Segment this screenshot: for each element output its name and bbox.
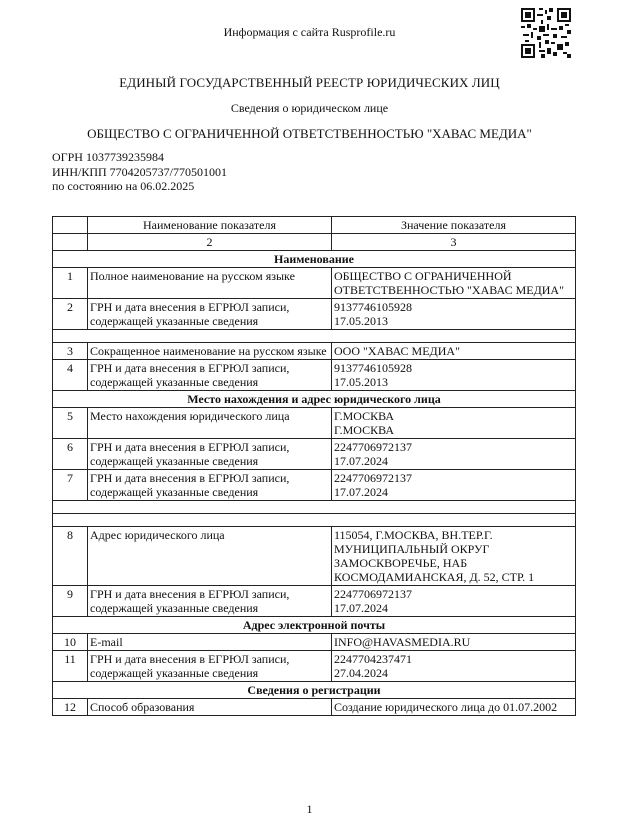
row-value <box>332 439 576 470</box>
column-header-value: Значение показателя <box>332 217 576 234</box>
egrul-table <box>52 216 576 716</box>
row-value: ОБЩЕСТВО С ОГРАНИЧЕННОЙ ОТВЕТСТВЕННОСТЬЮ "ХАВАС МЕДИА" <box>332 268 576 299</box>
grn-value: 9137746105928 <box>334 361 412 375</box>
table-row <box>53 470 576 501</box>
row-number: 5 <box>53 408 88 439</box>
row-label: Полное наименование на русском языке <box>88 268 332 299</box>
section-row-registration <box>53 682 576 699</box>
grn-value: 2247706972137 <box>334 471 412 485</box>
row-number: 10 <box>53 634 88 651</box>
registry-title: ЕДИНЫЙ ГОСУДАРСТВЕННЫЙ РЕЕСТР ЮРИДИЧЕСКИХ ЛИЦ <box>119 75 500 90</box>
column-number-3: 3 <box>332 234 576 251</box>
table-row <box>53 527 576 586</box>
row-label: Адрес юридического лица <box>88 527 332 586</box>
inn-kpp-line: ИНН/КПП 7704205737/770501001 <box>52 164 228 179</box>
row-value <box>332 651 576 682</box>
row-label: ГРН и дата внесения в ЕГРЮЛ записи, содержащей указанные сведения <box>88 586 332 617</box>
page-number: 1 <box>306 802 313 816</box>
row-value: ООО "ХАВАС МЕДИА" <box>332 343 576 360</box>
column-header-name: Наименование показателя <box>88 217 332 234</box>
row-number: 6 <box>53 439 88 470</box>
table-row <box>53 408 576 439</box>
section-title: Адрес электронной почты <box>53 617 576 634</box>
table-row <box>53 586 576 617</box>
row-number: 1 <box>53 268 88 299</box>
section-title: Место нахождения и адрес юридического лица <box>53 391 576 408</box>
row-value: Создание юридического лица до 01.07.2002 <box>332 699 576 716</box>
grn-value: 2247706972137 <box>334 440 412 454</box>
table-row <box>53 439 576 470</box>
spacer-row <box>53 501 576 514</box>
row-label: ГРН и дата внесения в ЕГРЮЛ записи, содержащей указанные сведения <box>88 470 332 501</box>
date-value: 17.05.2013 <box>334 314 388 328</box>
row-label: ГРН и дата внесения в ЕГРЮЛ записи, содержащей указанные сведения <box>88 360 332 391</box>
row-number: 11 <box>53 651 88 682</box>
source-note: Информация с сайта Rusprofile.ru <box>223 25 396 39</box>
spacer-row <box>53 330 576 343</box>
row-number: 8 <box>53 527 88 586</box>
row-label: ГРН и дата внесения в ЕГРЮЛ записи, содержащей указанные сведения <box>88 299 332 330</box>
table-column-numbers-row <box>53 234 576 251</box>
row-label: ГРН и дата внесения в ЕГРЮЛ записи, содержащей указанные сведения <box>88 651 332 682</box>
table-header-row <box>53 217 576 234</box>
table-row <box>53 299 576 330</box>
table-row <box>53 268 576 299</box>
location-value: Г.МОСКВА <box>334 423 394 437</box>
row-value <box>332 360 576 391</box>
date-value: 17.05.2013 <box>334 375 388 389</box>
section-title: Наименование <box>53 251 576 268</box>
date-value: 17.07.2024 <box>334 601 388 615</box>
date-value: 17.07.2024 <box>334 485 388 499</box>
column-number-2: 2 <box>88 234 332 251</box>
row-value <box>332 470 576 501</box>
grn-value: 9137746105928 <box>334 300 412 314</box>
row-number: 3 <box>53 343 88 360</box>
company-identifiers <box>52 150 227 194</box>
section-row-email <box>53 617 576 634</box>
row-number: 12 <box>53 699 88 716</box>
table-row <box>53 651 576 682</box>
grn-value: 2247706972137 <box>334 587 412 601</box>
table-row <box>53 360 576 391</box>
row-value: 115054, Г.МОСКВА, ВН.ТЕР.Г. МУНИЦИПАЛЬНЫЙ ОКРУГ ЗАМОСКВОРЕЧЬЕ, НАБ КОСМОДАМИАНСКАЯ, Д. 52, СТР. 1 <box>332 527 576 586</box>
row-label: E-mail <box>88 634 332 651</box>
row-label: Сокращенное наименование на русском языке <box>88 343 332 360</box>
section-row-name <box>53 251 576 268</box>
grn-value: 2247704237471 <box>334 652 412 666</box>
company-name-heading: ОБЩЕСТВО С ОГРАНИЧЕННОЙ ОТВЕТСТВЕННОСТЬЮ "ХАВАС МЕДИА" <box>87 126 532 141</box>
table-row <box>53 343 576 360</box>
row-number: 4 <box>53 360 88 391</box>
table-row <box>53 634 576 651</box>
row-label: ГРН и дата внесения в ЕГРЮЛ записи, содержащей указанные сведения <box>88 439 332 470</box>
row-number: 7 <box>53 470 88 501</box>
row-number: 9 <box>53 586 88 617</box>
ogrn-line: ОГРН 1037739235984 <box>52 150 164 164</box>
date-value: 27.04.2024 <box>334 666 388 680</box>
section-row-address <box>53 391 576 408</box>
qr-code <box>521 8 571 58</box>
spacer-row <box>53 514 576 527</box>
table-row <box>53 699 576 716</box>
row-value <box>332 408 576 439</box>
row-label: Способ образования <box>88 699 332 716</box>
section-title: Сведения о регистрации <box>53 682 576 699</box>
date-value: 17.07.2024 <box>334 454 388 468</box>
row-label: Место нахождения юридического лица <box>88 408 332 439</box>
location-value: Г.МОСКВА <box>334 409 394 423</box>
row-value <box>332 299 576 330</box>
row-number: 2 <box>53 299 88 330</box>
row-value <box>332 586 576 617</box>
row-value: INFO@HAVASMEDIA.RU <box>332 634 576 651</box>
as-of-date-line: по состоянию на 06.02.2025 <box>52 179 195 193</box>
document-subtitle: Сведения о юридическом лице <box>230 101 389 115</box>
